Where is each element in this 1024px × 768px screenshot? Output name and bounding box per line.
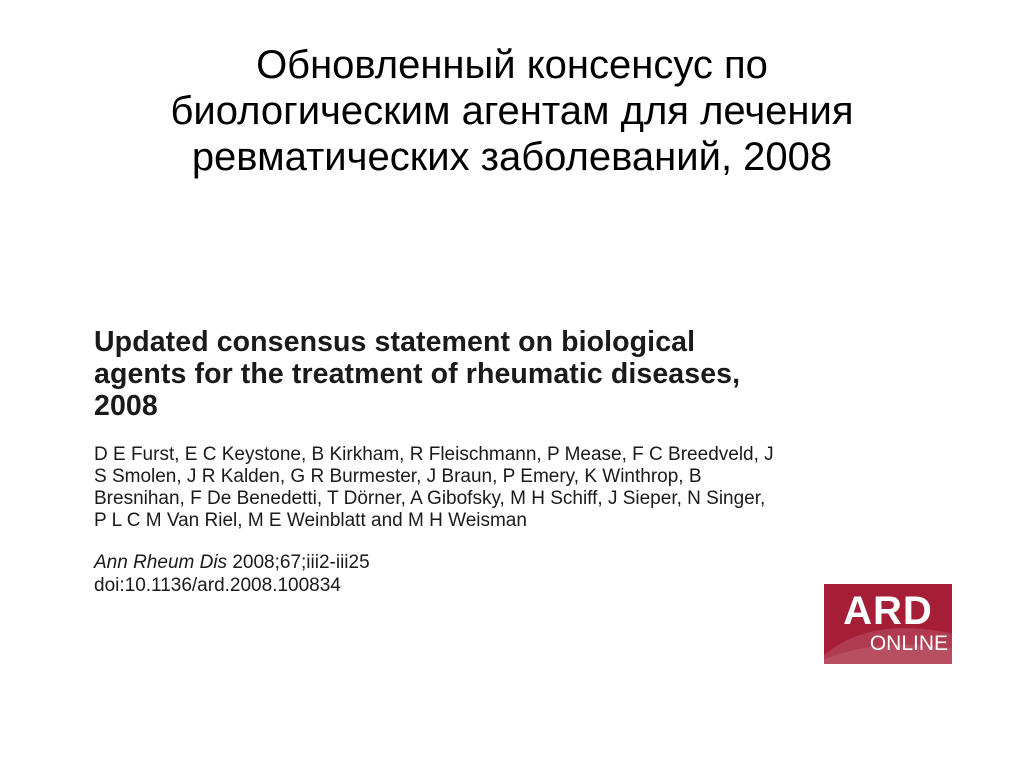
slide-title bbox=[60, 42, 964, 180]
author-list bbox=[94, 444, 894, 532]
doi: doi:10.1136/ard.2008.100834 bbox=[94, 575, 341, 596]
slide-title-line-3: ревматических заболеваний, 2008 bbox=[191, 135, 833, 179]
logo-ard-text: ARD bbox=[843, 589, 933, 633]
slide-title-line-2: биологическим агентам для лечения bbox=[170, 89, 854, 133]
author-line-2: S Smolen, J R Kalden, G R Burmester, J Braun, P Emery, K Winthrop, B bbox=[94, 466, 702, 487]
author-line-1: D E Furst, E C Keystone, B Kirkham, R Fleischmann, P Mease, F C Breedveld, J bbox=[94, 444, 774, 465]
ard-online-logo bbox=[824, 584, 952, 664]
author-line-3: Bresnihan, F De Benedetti, T Dörner, A Gibofsky, M H Schiff, J Sieper, N Singer, bbox=[94, 488, 766, 509]
author-line-4: P L C M Van Riel, M E Weinblatt and M H Weisman bbox=[94, 510, 527, 531]
journal-reference bbox=[94, 552, 370, 574]
journal-name: Ann Rheum Dis bbox=[94, 552, 228, 573]
article-title-line-3: 2008 bbox=[94, 390, 158, 422]
article-citation bbox=[94, 326, 914, 596]
article-title-line-2: agents for the treatment of rheumatic diseases, bbox=[94, 358, 741, 390]
slide-title-line-1: Обновленный консенсус по bbox=[256, 43, 768, 87]
article-title-line-1: Updated consensus statement on biological bbox=[94, 326, 696, 358]
article-title bbox=[94, 326, 914, 422]
logo-online-text: ONLINE bbox=[869, 632, 948, 655]
journal-volume-pages: 2008;67;iii2-iii25 bbox=[227, 552, 370, 573]
